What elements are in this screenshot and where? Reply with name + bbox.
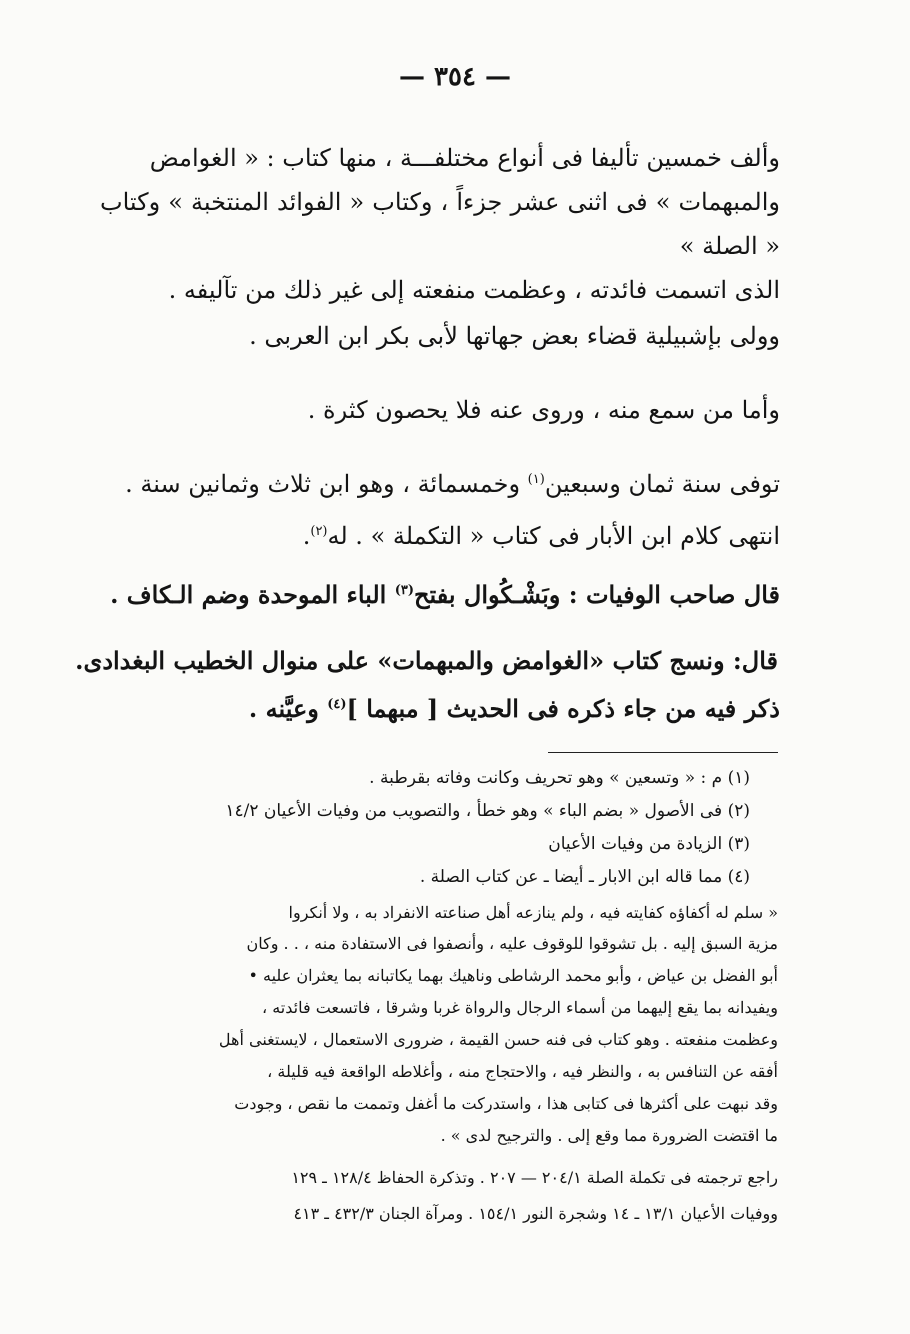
footnote-4: (٤) مما قاله ابن الابار ـ أيضا ـ عن كتاب الصلة . [419, 867, 750, 887]
paragraph-5 [303, 522, 780, 550]
footnote-divider [548, 752, 778, 753]
paragraph-4-text-a: توفى سنة ثمان وسبعين [544, 470, 780, 498]
paragraph-1 [100, 136, 780, 312]
quote-line-4: ويفيدانه بما يقع إليهما من أسماء الرجال والرواة غربا وشرقا ، فاتسعت فائدته ، [261, 998, 778, 1017]
paragraph-7-text-a: ذكر فيه من جاء ذكره فى الحديث [ مبهما ] [346, 694, 780, 723]
paragraph-5-text-b: . [302, 522, 311, 550]
paragraph-1-line-2: والمبهمات » فى اثنى عشر جزءاً ، وكتاب « الفوائد المنتخبة » وكتاب « الصلة » [100, 188, 780, 260]
paragraph-1-line-1: وألف خمسين تأليفا فى أنواع مختلفـــة ، منها كتاب : « الغوامض [149, 144, 780, 172]
footnote-ref-3: (٣) [394, 583, 415, 598]
quote-line-5: وعظمت منفعته . وهو كتاب فى فنه حسن القيمة ، ضرورى الاستعمال ، لايستغنى أهل [218, 1030, 778, 1049]
quote-line-8: ما اقتضت الضرورة مما وقع إلى . والترجيح لدى » . [440, 1126, 778, 1145]
footnote-1: (١) م : « وتسعين » وهو تحريف وكانت وفاته بقرطبة . [369, 768, 750, 788]
paragraph-4-text-b: وخمسمائة ، وهو ابن ثلاث وثمانين سنة . [125, 470, 528, 498]
paragraph-7-text-b: وعيَّنه . [248, 694, 328, 723]
paragraph-1-line-3: الذى اتسمت فائدته ، وعظمت منفعته إلى غير ذلك من تآليفه . [168, 276, 780, 304]
paragraph-4 [125, 470, 780, 498]
quote-line-7: وقد نبهت على أكثرها فى كتابى هذا ، واستدركت ما أغفل وتممت ما نقص ، وجودت [234, 1094, 778, 1113]
paragraph-6 [110, 580, 780, 609]
paragraph-7-line-2 [249, 694, 780, 723]
quote-line-6: أفقه عن التنافس به ، والنظر فيه ، والاحتجاج منه ، وأغلاطه الواقعة فيه قليلة ، [267, 1062, 778, 1081]
footnote-ref-4: (٤) [327, 697, 347, 712]
paragraph-7-line-1: قال: ونسج كتاب «الغوامض والمبهمات» على منوال الخطيب البغدادى. [75, 646, 778, 675]
quote-line-2: مزية السبق إليه . بل تشوقوا للوقوف عليه ، وأنصفوا فى الاستفادة منه ، . . وكان [246, 934, 778, 953]
footnote-ref-2: (٢) [310, 524, 328, 539]
quote-line-3: أبو الفضل بن عياض ، وأبو محمد الرشاطى وناهيك بهما يكاتبانه بما يعثران عليه • [248, 966, 778, 985]
quote-line-1: « سلم له أكفاؤه كفايته فيه ، ولم ينازعه أهل صناعته الانفراد به ، ولا أنكروا [288, 903, 778, 922]
paragraph-6-text-b: الباء الموحدة وضم الـكاف . [110, 580, 395, 609]
footnote-3: (٣) الزيادة من وفيات الأعيان [548, 834, 750, 854]
paragraph-6-text-a: قال صاحب الوفيات : وبَشْـكُوال بفتح [414, 580, 780, 609]
paragraph-5-text-a: انتهى كلام ابن الأبار فى كتاب « التكملة » . له [327, 522, 780, 550]
references-line-2: ووفيات الأعيان ١٣/١ ـ ١٤ وشجرة النور ١٥٤/١ . ومرآة الجنان ٤٣٢/٣ ـ ٤١٣ [293, 1204, 778, 1223]
paragraph-2: وولى بإشبيلية قضاء بعض جهاتها لأبى بكر ابن العربى . [249, 322, 780, 350]
footnote-2: (٢) فى الأصول « بضم الباء » وهو خطأ ، والتصويب من وفيات الأعيان ١٤/٢ [225, 801, 750, 821]
paragraph-3: وأما من سمع منه ، وروى عنه فلا يحصون كثرة . [307, 396, 780, 424]
footnote-ref-1: (١) [527, 472, 545, 487]
references-line-1: راجع ترجمته فى تكملة الصلة ٢٠٤/١ — ٢٠٧ . وتذكرة الحفاظ ١٢٨/٤ ـ ١٢٩ [291, 1168, 778, 1187]
page-number: — ٣٥٤ — [398, 62, 512, 92]
